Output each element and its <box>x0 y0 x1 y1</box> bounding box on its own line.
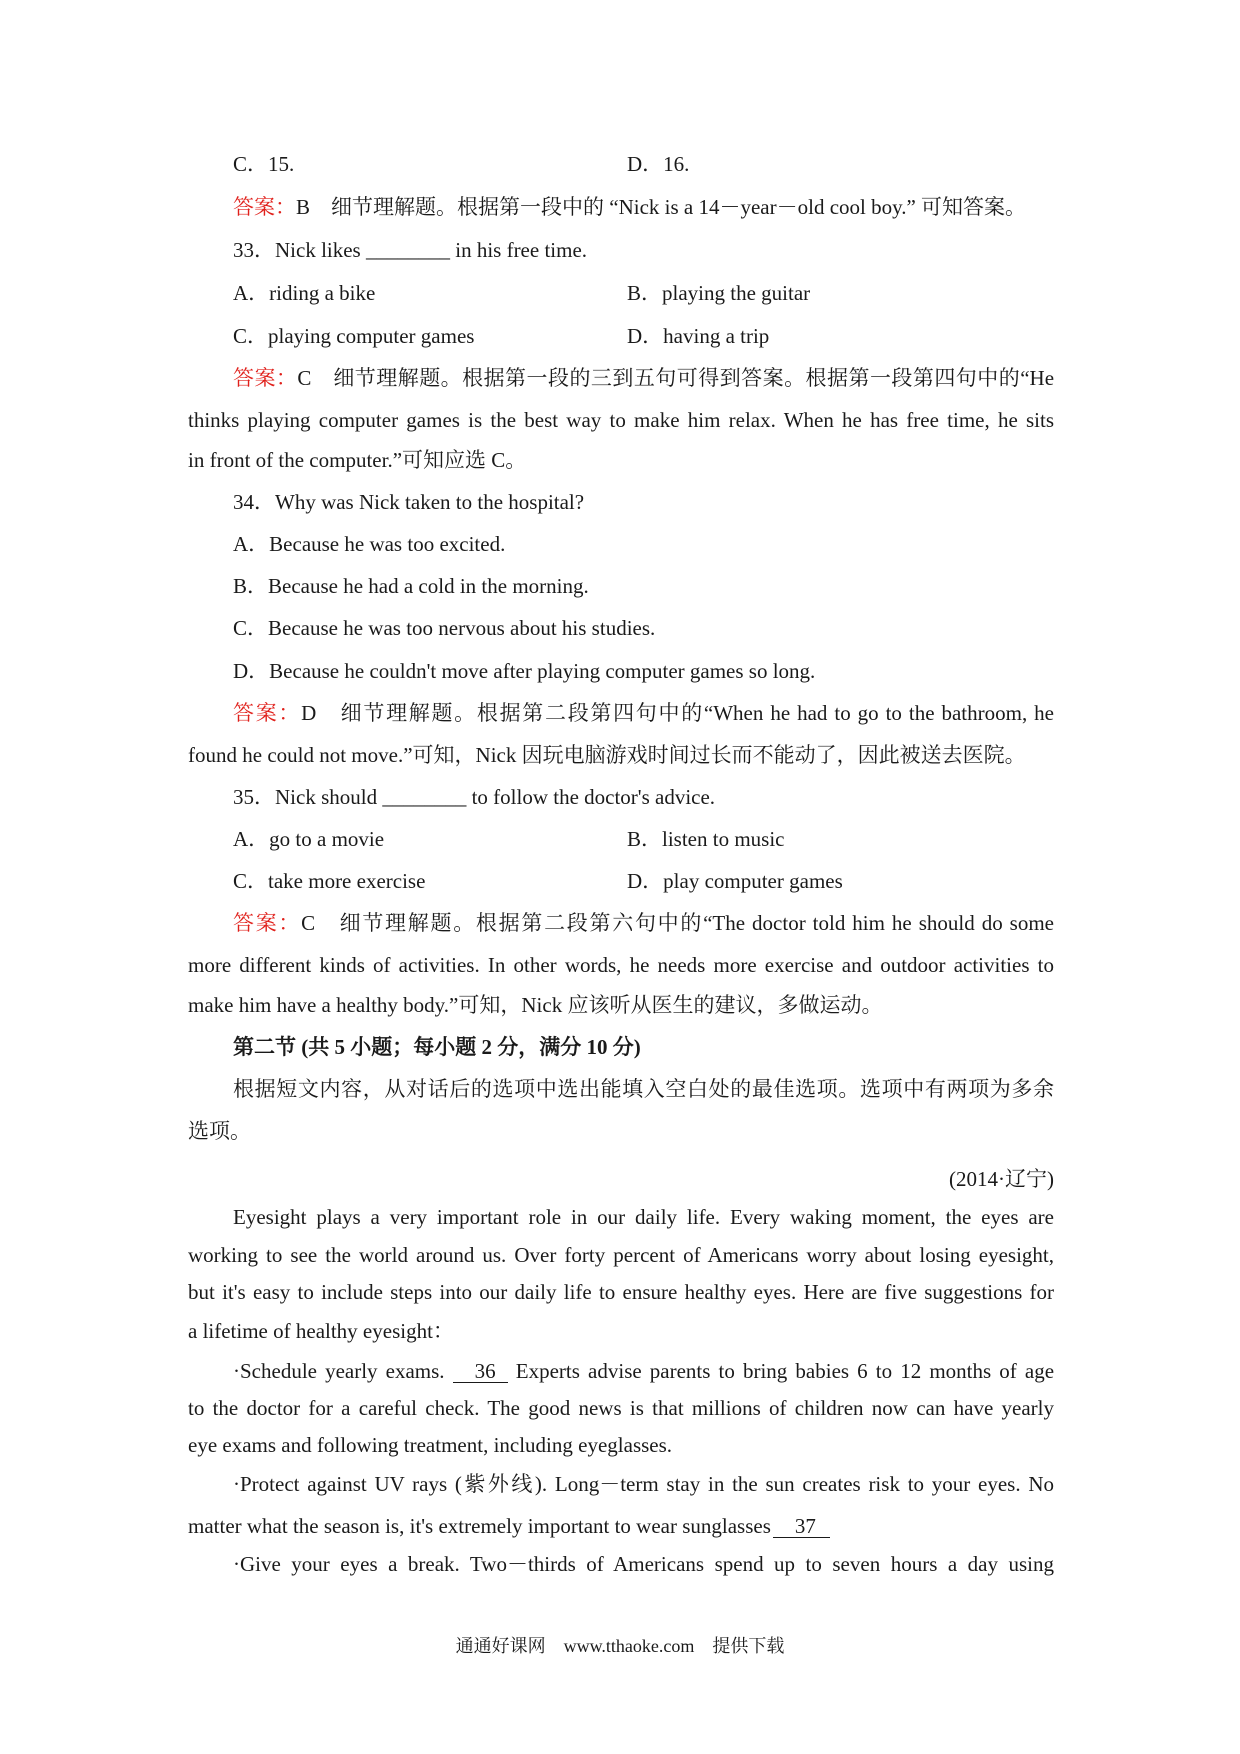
q35-answer-line2: more different kinds of activities. In other words, he needs more exercise and outdoor activities to <box>188 953 1054 977</box>
stem-text: 35．Nick should <box>233 785 378 809</box>
passage-p3-line2 <box>188 1512 830 1540</box>
answer-text: C 细节理解题。根据第一段的三到五句可得到答案。根据第一段第四句中的“He <box>297 366 1055 390</box>
passage-text: ·Schedule yearly exams. <box>233 1359 445 1383</box>
answer-text: B 细节理解题。根据第一段中的 “Nick is a 14－year－old cool boy.” 可知答案。 <box>296 195 1027 219</box>
answer-label: 答案： <box>233 701 302 725</box>
section-instruction-line1: 根据短文内容，从对话后的选项中选出能填入空白处的最佳选项。选项中有两项为多余 <box>233 1077 1054 1101</box>
q34-option-a: A．Because he was too excited. <box>233 532 506 556</box>
passage-source: (2014·辽宁) <box>949 1167 1054 1191</box>
page-footer: 通通好课网 www.tthaoke.com 提供下载 <box>455 1636 785 1656</box>
passage-p2-line1 <box>233 1357 1054 1385</box>
q35-answer-line3: make him have a healthy body.”可知，Nick 应该听从医生的建议，多做运动。 <box>188 993 883 1017</box>
q33-answer-line2: thinks playing computer games is the best way to make him relax. When he has free time, he sits <box>188 408 1054 432</box>
passage-p1-line1: Eyesight plays a very important role in our daily life. Every waking moment, the eyes are <box>233 1205 1054 1229</box>
q34-option-c: C．Because he was too nervous about his studies. <box>233 616 656 640</box>
q34-option-b: B．Because he had a cold in the morning. <box>233 574 589 598</box>
section-instruction-line2: 选项。 <box>188 1119 251 1143</box>
section-heading: 第二节 (共 5 小题；每小题 2 分，满分 10 分) <box>233 1035 641 1059</box>
answer-blank: ________ <box>382 785 467 809</box>
q32-option-d: D．16. <box>627 152 690 176</box>
blank-number: 37 <box>794 1514 816 1538</box>
q34-stem: 34．Why was Nick taken to the hospital? <box>233 490 585 514</box>
answer-text: D 细节理解题。根据第二段第四句中的“When he had to go to the bathroom, he <box>301 701 1054 725</box>
q33-answer-line1 <box>233 364 1054 392</box>
passage-p2-line2: to the doctor for a careful check. The good news is that millions of children now can have yearly <box>188 1396 1054 1420</box>
passage-text: matter what the season is, it's extremely important to wear sunglasses <box>188 1514 771 1538</box>
q32-option-c: C．15. <box>233 152 295 176</box>
q35-option-d: D．play computer games <box>627 869 843 893</box>
q34-option-d: D．Because he couldn't move after playing computer games so long. <box>233 659 816 683</box>
q33-answer-line3: in front of the computer.”可知应选 C。 <box>188 448 527 472</box>
stem-text: 33．Nick likes <box>233 238 361 262</box>
passage-p4-line1: ·Give your eyes a break. Two－thirds of Americans spend up to seven hours a day using <box>233 1552 1054 1576</box>
answer-blank: ________ <box>365 238 450 262</box>
q33-option-c: C．playing computer games <box>233 324 475 348</box>
q35-option-c: C．take more exercise <box>233 869 426 893</box>
q33-option-a: A．riding a bike <box>233 281 376 305</box>
q35-answer-line1 <box>233 909 1054 937</box>
blank-number: 36 <box>474 1359 496 1383</box>
blank-37 <box>773 1515 830 1538</box>
stem-text: to follow the doctor's advice. <box>471 785 716 809</box>
answer-label: 答案： <box>233 195 296 219</box>
q34-answer-line2: found he could not move.”可知，Nick 因玩电脑游戏时间过长而不能动了，因此被送去医院。 <box>188 743 1026 767</box>
q35-option-b: B．listen to music <box>627 827 785 851</box>
answer-label: 答案： <box>233 366 298 390</box>
q33-stem <box>233 236 587 264</box>
q34-answer-line1 <box>233 699 1054 727</box>
passage-p3-line1: ·Protect against UV rays (紫外线). Long－term stay in the sun creates risk to your eyes. No <box>233 1472 1054 1496</box>
answer-text: C 细节理解题。根据第二段第六句中的“The doctor told him he should do some <box>301 911 1054 935</box>
q35-option-a: A．go to a movie <box>233 827 385 851</box>
passage-p1-line3: but it's easy to include steps into our daily life to ensure healthy eyes. Here are five suggestions for <box>188 1280 1054 1304</box>
q33-option-d: D．having a trip <box>627 324 770 348</box>
q32-answer <box>233 193 1026 221</box>
passage-text: Experts advise parents to bring babies 6 to 12 months of age <box>515 1359 1055 1383</box>
passage-p1-line2: working to see the world around us. Over forty percent of Americans worry about losing eyesight, <box>188 1243 1054 1267</box>
blank-36 <box>453 1360 508 1383</box>
q35-stem <box>233 783 715 811</box>
q33-option-b: B．playing the guitar <box>627 281 811 305</box>
answer-label: 答案： <box>233 911 302 935</box>
stem-text: in his free time. <box>455 238 588 262</box>
passage-p2-line3: eye exams and following treatment, including eyeglasses. <box>188 1433 673 1457</box>
passage-p1-line4: a lifetime of healthy eyesight： <box>188 1319 454 1343</box>
